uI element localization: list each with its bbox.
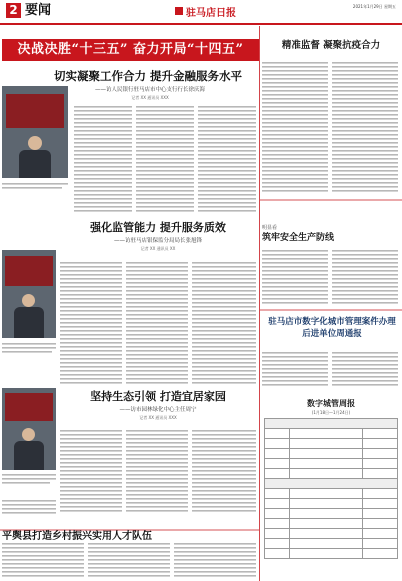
section-title: 要闻 bbox=[25, 3, 52, 18]
article3-headline: 坚持生态引领 打造宜居家园 bbox=[90, 390, 226, 403]
table-row bbox=[265, 449, 398, 459]
table-row bbox=[265, 419, 398, 429]
special-banner: 决战决胜“十三五” 奋力开局“十四五” bbox=[2, 39, 259, 61]
table-row bbox=[265, 439, 398, 449]
article1-headline: 切实凝聚工作合力 提升金融服务水平 bbox=[53, 69, 242, 83]
page-number: 2 bbox=[6, 3, 21, 18]
article3-subtitle: ——访市园林绿化中心主任周宁 bbox=[119, 407, 197, 413]
article2-headline: 强化监管能力 提升服务质效 bbox=[90, 221, 226, 234]
right-article3-title: 驻马店市数字化城市管理案件办理后进单位周通报 bbox=[268, 317, 396, 339]
article2-byline: 记者 XX 通讯员 XX bbox=[140, 246, 176, 251]
article2-subtitle: ——访驻马店银保监分局局长张旭锋 bbox=[113, 238, 202, 244]
table-row bbox=[265, 489, 398, 499]
table-row bbox=[265, 519, 398, 529]
right-article2-title: 筑牢安全生产防线 bbox=[262, 233, 335, 243]
table-row bbox=[265, 479, 398, 489]
article2-photo bbox=[2, 250, 56, 338]
table-date: (1月18日—1月24日) bbox=[311, 410, 351, 415]
article2-text bbox=[60, 262, 256, 384]
article3-byline: 记者 XX 通讯员 XXX bbox=[139, 415, 177, 420]
table-row bbox=[265, 429, 398, 439]
article1-text bbox=[74, 106, 256, 212]
article1-byline: 记者 XX 通讯员 XXX bbox=[131, 95, 169, 100]
paper-name: 驻马店日报 bbox=[186, 7, 236, 19]
article1-subtitle: ——访人民银行驻马店市中心支行行长徐庆海 bbox=[94, 87, 205, 93]
dateline: 2021年1月29日 星期五 bbox=[352, 4, 396, 9]
article3-photo bbox=[2, 388, 56, 470]
table-row bbox=[265, 509, 398, 519]
table-row bbox=[265, 469, 398, 479]
article1-photo bbox=[2, 86, 68, 178]
right-article1-title: 精准监督 凝聚抗疫合力 bbox=[281, 40, 381, 51]
report-table bbox=[264, 418, 398, 559]
article4-text bbox=[2, 543, 256, 577]
table-row bbox=[265, 499, 398, 509]
weekly-report-table bbox=[264, 418, 398, 559]
table-row bbox=[265, 459, 398, 469]
table-title: 数字城管周报 bbox=[307, 398, 355, 408]
table-row bbox=[265, 529, 398, 539]
right-article2-small-title: 明显看 bbox=[262, 225, 278, 231]
article4-headline: 平舆县打造乡村振兴实用人才队伍 bbox=[2, 531, 152, 542]
table-row bbox=[265, 549, 398, 559]
table-row bbox=[265, 539, 398, 549]
